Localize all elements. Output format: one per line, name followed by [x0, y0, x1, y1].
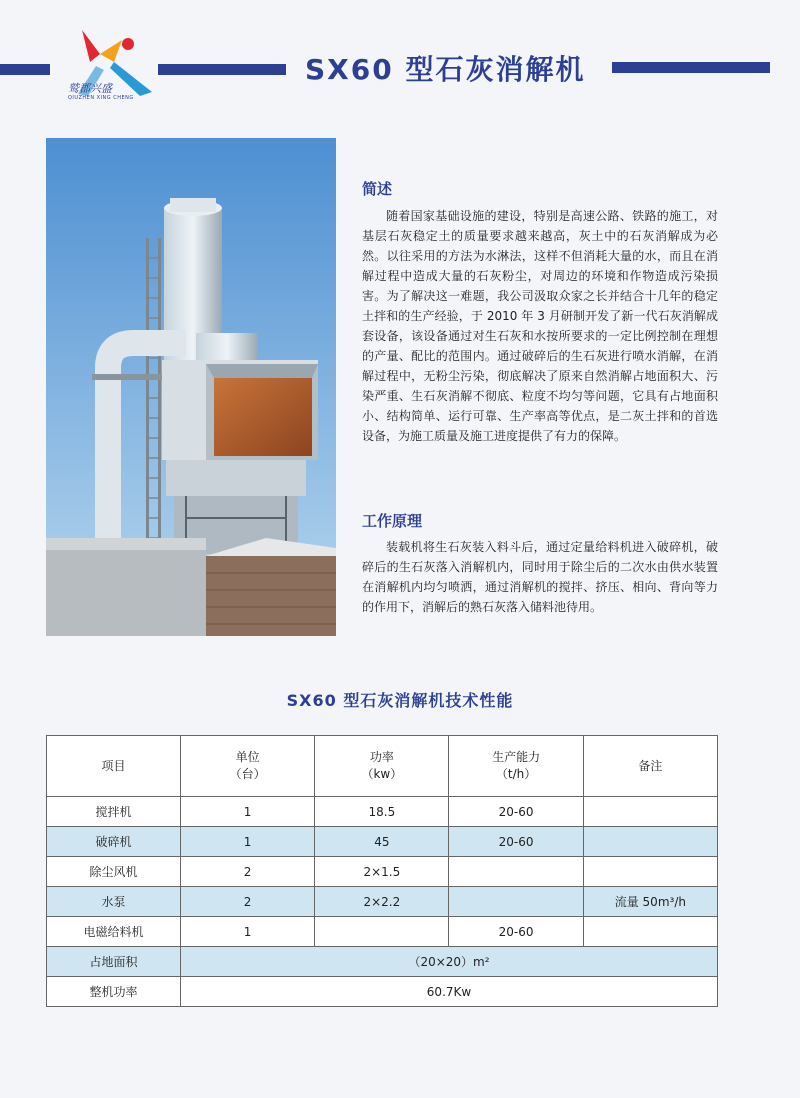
cell-area-value: （20×20）m²: [181, 947, 718, 977]
header-remark: 备注: [583, 736, 717, 797]
spec-table: [46, 735, 718, 1007]
table-row-area: [47, 947, 718, 977]
cell-power: 2×1.5: [315, 857, 449, 887]
overview-heading: 简述: [362, 180, 393, 198]
table-row: [47, 917, 718, 947]
cell-unit: 2: [181, 887, 315, 917]
table-header-row: [47, 736, 718, 797]
cell-unit: 2: [181, 857, 315, 887]
cell-unit: 1: [181, 797, 315, 827]
overview-paragraph: 随着国家基础设施的建设，特别是高速公路、铁路的施工，对基层石灰稳定土的质量要求越来越高，灰土中的石灰消解成为必然。以往采用的方法为水淋法，这样不但消耗大量的水，而且在消解过程中造成大量的石灰粉尘，对周边的环境和作物造成污染损害。为了解决这一难题，我公司汲取众家之长并结合十几年的稳定土拌和的生产经验，于 2010 年 3 月研制开发了新一代石灰消解成套设备，该设备通过对生石灰和水按所要求的一定比例控制在理想的产量、配比的范围内。通过破碎后的生石灰进行喷水消解，在消解过程中，无粉尘污染，彻底解决了原来自然消解占地面积大、污染严重、生石灰消解不彻底、粒度不均匀等问题，它具有占地面积小、结构简单、运行可靠、生产率高等优点，是二灰土拌和的首选设备，为施工质量及施工进度提供了有力的保障。: [362, 209, 718, 443]
cell-capacity: 20-60: [449, 827, 583, 857]
page-title: SX60 型石灰消解机: [305, 53, 586, 86]
table-row: [47, 797, 718, 827]
cell-remark: [583, 827, 717, 857]
cell-item: 搅拌机: [47, 797, 181, 827]
table-row: [47, 857, 718, 887]
cell-capacity: [449, 887, 583, 917]
cell-area-label: 占地面积: [47, 947, 181, 977]
cell-item: 水泵: [47, 887, 181, 917]
logo-text: 鹫郡兴盛: [68, 82, 112, 95]
machine-photo: [46, 138, 336, 636]
cell-item: 破碎机: [47, 827, 181, 857]
table-row-total-power: [47, 977, 718, 1007]
cell-capacity: 20-60: [449, 797, 583, 827]
cell-remark: [583, 917, 717, 947]
cell-capacity: 20-60: [449, 917, 583, 947]
cell-unit: 1: [181, 917, 315, 947]
header-capacity: 生产能力 （t/h）: [449, 736, 583, 797]
cell-item: 电磁给料机: [47, 917, 181, 947]
logo-subtext: QIUZHEN XING CHENG: [68, 95, 134, 101]
cell-remark: [583, 857, 717, 887]
cell-remark: 流量 50m³/h: [583, 887, 717, 917]
header-bar-left: [0, 64, 50, 75]
cell-power: [315, 917, 449, 947]
header-unit: 单位 （台）: [181, 736, 315, 797]
cell-power: 2×2.2: [315, 887, 449, 917]
cell-remark: [583, 797, 717, 827]
cell-item: 除尘风机: [47, 857, 181, 887]
cell-capacity: [449, 857, 583, 887]
cell-power: 18.5: [315, 797, 449, 827]
principle-paragraph: 装载机将生石灰装入料斗后，通过定量给料机进入破碎机，破碎后的生石灰落入消解机内，同时用于除尘后的二次水由供水装置在消解机内均匀喷洒，通过消解机的搅拌、挤压、相向、背向等力的作用下，消解后的熟石灰落入储料池待用。: [362, 540, 718, 614]
header-bar-right: [612, 62, 770, 73]
header-power: 功率 （kw）: [315, 736, 449, 797]
table-row: [47, 887, 718, 917]
header-bar-middle: [158, 64, 286, 75]
table-row: [47, 827, 718, 857]
cell-total-power-label: 整机功率: [47, 977, 181, 1007]
cell-unit: 1: [181, 827, 315, 857]
cell-total-power-value: 60.7Kw: [181, 977, 718, 1007]
principle-heading: 工作原理: [362, 512, 423, 530]
spec-table-title: SX60 型石灰消解机技术性能: [286, 691, 514, 710]
header-item: 项目: [47, 736, 181, 797]
cell-power: 45: [315, 827, 449, 857]
